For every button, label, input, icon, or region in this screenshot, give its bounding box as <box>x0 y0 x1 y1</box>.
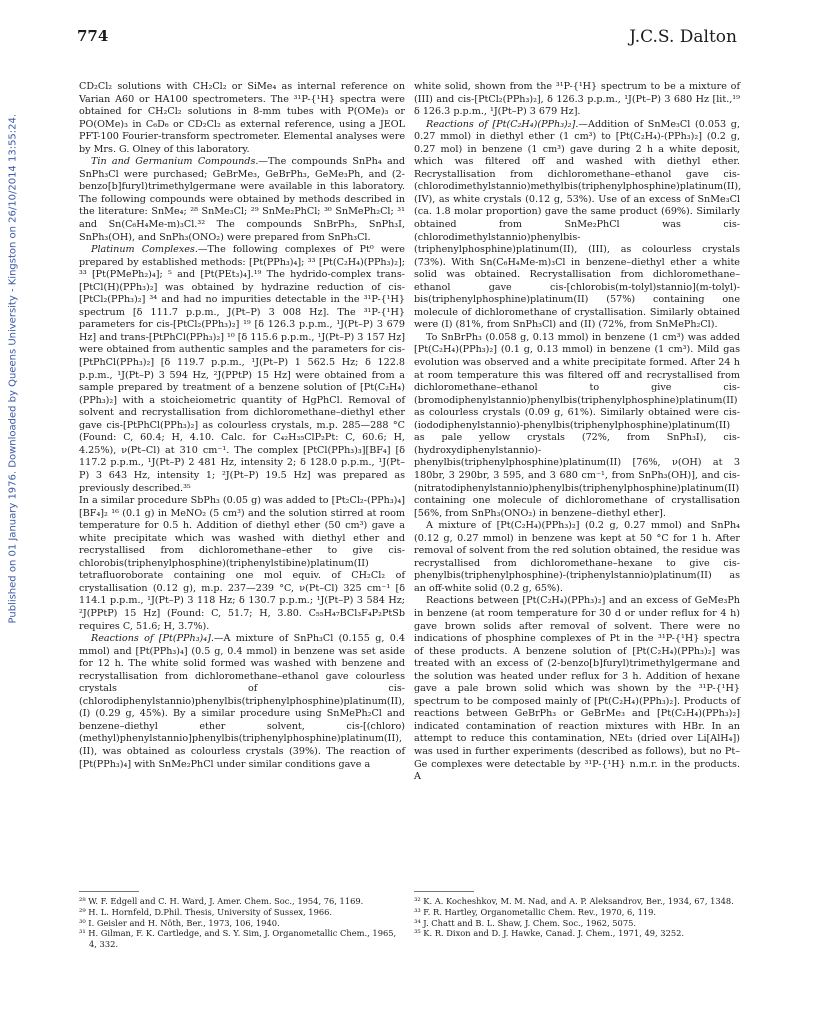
footnote: ³⁴ J. Chatt and B. L. Shaw, J. Chem. Soc., 1962, 5075. <box>414 917 637 928</box>
footnote: ³¹ H. Gilman, F. K. Cartledge, and S. Y. Sim, J. Organometallic Chem., 1965, 4, 332. <box>79 928 397 950</box>
paragraph-text: CD₂Cl₂ solutions with CH₂Cl₂ or SiMe₄ as internal reference on Varian A60 or HA100 spectrometers. The ³¹P-{¹H} spectra were obtained for CH₂Cl₂ solutions in 8-mm tubes with P(OMe)₃ or PO(OMe)₃ in C₆D₆ or CD₂Cl₂ as external reference, using a JEOL PFT-100 Fourier-transform spectrometer. Elemental analyses were by Mrs. G. Olney of this laboratory. <box>79 81 405 155</box>
paragraph-text: —Addition of SnMe₃Cl (0.053 g, 0.27 mmol) in diethyl ether (1 cm³) to [Pt(C₂H₄)-(PPh₃)₂] (0.2 g, 0.27 mol) in benzene (1 cm³) gave during 2 h a white deposit, which was filtered off and washed with diethyl ether. Recrystallisation from dichloromethane–ethanol gave cis-(chlorodimethylstannio)methylbis(triphenylphosphine)platinum(II), (IV), as white crystals (0.12 g, 53%). Use of an excess of SnMe₃Cl (ca. 1.8 molar proportion) gave the same product (69%). Similarly obtained from SnMe₂PhCl was cis-(chlorodimethylstannio)phenylbis-(triphenylphosphine)platinum(II), (III), as colourless crystals (73%). With Sn(C₆H₄Me-m)₃Cl in benzene–diethyl ether a white solid was obtained. Recrystallisation from dichloromethane–ethanol gave cis-[chlorobis(m-tolyl)stannio](m-tolyl)-bis(triphenylphosphine)platinum(II) (57%) containing one molecule of dichloromethane of crystallisation. Similarly obtained were (I) (81%, from SnPh₃Cl) and (II) (72%, from SnMePh₂Cl). <box>414 118 742 331</box>
footnotes-right <box>414 896 740 939</box>
right-column <box>414 81 740 784</box>
footnote: ³² K. A. Kocheshkov, M. M. Nad, and A. P. Aleksandrov, Ber., 1934, 67, 1348. <box>414 896 734 906</box>
paragraph-text: In a similar procedure SbPh₃ (0.05 g) was added to [Pt₂Cl₂-(PPh₃)₄][BF₄]₂ ¹⁶ (0.1 g) in MeNO₂ (5 cm³) and the solution stirred at room temperature for 0.5 h. Addition of diethyl ether (50 cm³) gave a white precipitate which was washed with diethyl ether and recrystallised from dichloromethane–ether to give cis-chlorobis(triphenylphosphine)(triphenylstibine)platinum(II) tetrafluoroborate containing one mol equiv. of CH₂Cl₂ of crystallisation (0.12 g), m.p. 237—239 °C, ν(Pt–Cl) 325 cm⁻¹ [δ 114.1 p.p.m., ¹J(Pt–P) 3 118 Hz; δ 130.7 p.p.m.; ¹J(Pt–P) 3 584 Hz; ²J(PPtP) 15 Hz] (Found: C, 51.7; H, 3.80. C₅₅H₄₇BCl₃F₄P₂PtSb requires C, 51.6; H, 3.7%). <box>79 495 405 632</box>
footnote: ²⁸ W. F. Edgell and C. H. Ward, J. Amer. Chem. Soc., 1954, 76, 1169. <box>79 896 364 906</box>
section-heading: Tin and Germanium Compounds. <box>91 156 259 168</box>
paragraph-text: Reactions between [Pt(C₂H₄)(PPh₃)₂] and an excess of GeMe₃Ph in benzene (at room temperature for 30 d or under reflux for 4 h) gave brown solids after removal of solvent. There were no indications of phosphine complexes of Pt in the ³¹P-{¹H} spectra of these products. A benzene solution of [Pt(C₂H₄)(PPh₃)₂] was treated with an excess of (2-benzo[b]furyl)trimethylgermane and the solution was heated under reflux for 3 h. Addition of hexane gave a pale brown solid which was shown by the ³¹P-{¹H} spectrum to be composed mainly of [Pt(C₂H₄)(PPh₃)₂]. Products of reactions between GeBrPh₃ or GeBrMe₃ and [Pt(C₂H₄)(PPh₃)₂] indicated contamination of reaction mixtures with HBr. In an attempt to reduce this contamination, NEt₃ (dried over Li[AlH₄]) was used in further experiments (described as follows), but no Pt–Ge complexes were detectable by ³¹P-{¹H} n.m.r. in the products. A <box>414 595 740 783</box>
paragraph <box>79 633 405 771</box>
paragraph-text: —The compounds SnPh₄ and SnPh₃Cl were purchased; GeBrMe₃, GeBrPh₃, GeMe₃Ph, and (2-benzo[b]furyl)trimethylgermane were available in this laboratory. The following compounds were obtained by methods described in the literature: SnMe₄; ²⁸ SnMe₃Cl; ²⁹ SnMe₂PhCl; ³⁰ SnMePh₂Cl; ³¹ and Sn(C₆H₄Me-m)₃Cl.³² The compounds SnBrPh₃, SnPh₃I, SnPh₃(OH), and SnPh₃(ONO₂) were prepared from SnPh₃Cl. <box>79 156 405 243</box>
paragraph <box>414 332 740 520</box>
paragraph <box>79 81 405 156</box>
publication-sidebar-text: Published on 01 January 1976. Downloaded by Queens University - Kingston on 26/10/2014 13:55:24. <box>7 113 19 624</box>
footnote: ²⁹ H. L. Hornfeld, D.Phil. Thesis, University of Sussex, 1966. <box>79 906 333 917</box>
paragraph-text: To SnBrPh₃ (0.058 g, 0.13 mmol) in benzene (1 cm³) was added [Pt(C₂H₄)(PPh₃)₂] (0.1 g, 0.13 mmol) in benzene (1 cm³). Mild gas evolution was observed and a white precipitate formed. After 24 h at room temperature this was filtered off and recrystallised from dichloromethane–ethanol to give cis-(bromodiphenylstannio)phenylbis(triphenylphosphine)platinum(II) as colourless crystals (0.09 g, 61%). Similarly obtained were cis-(iododiphenylstannio)-phenylbis(triphenylphosphine)platinum(II) as pale yellow crystals (72%, from SnPh₃I), cis-(hydroxydiphenylstannio)-phenylbis(triphenylphosphine)platinum(II) [76%, ν(OH) at 3 180br, 3 290br, 3 595, and 3 680 cm⁻¹, from SnPh₃(OH)], and cis-(nitratodiphenylstannio)phenylbis(triphenylphosphine)platinum(II) containing one molecule of dichloromethane of crystallisation [56%, from SnPh₃(ONO₂) in benzene–diethyl ether]. <box>414 331 740 519</box>
section-heading: Reactions of [Pt(PPh₃)₄]. <box>91 633 214 645</box>
left-column <box>79 81 405 771</box>
paragraph <box>414 520 740 595</box>
footnote: ³⁰ I. Geisler and H. Nöth, Ber., 1973, 106, 1940. <box>79 917 280 928</box>
paragraph <box>414 119 740 332</box>
footnote: ³⁵ K. R. Dixon and D. J. Hawke, Canad. J. Chem., 1971, 49, 3252. <box>414 928 685 939</box>
journal-title: J.C.S. Dalton <box>629 27 737 47</box>
paragraph-text: —The following complexes of Pt⁰ were prepared by established methods: [Pt(PPh₃)₄]; ³³ [Pt(C₂H₄)(PPh₃)₂]; ³³ [Pt(PMePh₂)₄]; ⁵ and [Pt(PEt₃)₄].¹⁹ The hydrido-complex trans-[PtCl(H)(PPh₃)₂] was obtained by hydrazine reduction of cis-[PtCl₂(PPh₃)₂] ³⁴ and had no impurities detectable in the ³¹P-{¹H} spectrum [δ 111.7 p.p.m., J(Pt–P) 3 008 Hz]. The ³¹P-{¹H} parameters for cis-[PtCl₂(PPh₃)₂] ¹⁹ [δ 126.3 p.p.m., ¹J(Pt–P) 3 679 Hz] and trans-[PtPhCl(PPh₃)₂] ¹⁰ [δ 115.6 p.p.m., ¹J(Pt–P) 3 157 Hz] were obtained from authentic samples and the parameters for cis-[PtPhCl(PPh₃)₂] [δ 119.7 p.p.m., ¹J(Pt–P) 1 562.5 Hz; δ 122.8 p.p.m., ¹J(Pt–P) 3 594 Hz, ²J(PPtP) 15 Hz] were obtained from a sample prepared by treatment of a benzene solution of [Pt(C₂H₄)(PPh₃)₂] with a stoicheiometric quantity of HgPhCl. Removal of solvent and recrystallisation from dichloromethane–diethyl ether gave cis-[PtPhCl(PPh₃)₂] as colourless crystals, m.p. 285—288 °C (Found: C, 60.4; H, 4.10. Calc. for C₄₂H₃₅ClP₂Pt: C, 60.6; H, 4.25%), ν(Pt–Cl) at 310 cm⁻¹. The complex [PtCl(PPh₃)₃][BF₄] [δ 117.2 p.p.m., ¹J(Pt–P) 2 481 Hz, intensity 2; δ 128.0 p.p.m., ¹J(Pt–P) 3 643 Hz, intensity 1; ²J(Pt–P) 19.5 Hz] was prepared as previously described.³⁵ <box>79 244 405 494</box>
paragraph <box>414 595 740 783</box>
footnote-rule <box>414 891 474 892</box>
publication-sidebar <box>6 113 20 625</box>
section-heading: Reactions of [Pt(C₂H₄)(PPh₃)₂]. <box>426 118 579 130</box>
footnote-rule <box>79 891 139 892</box>
paragraph <box>414 81 740 119</box>
paragraph <box>79 495 405 633</box>
paragraph <box>79 244 405 495</box>
paragraph <box>79 156 405 244</box>
paragraph-text: A mixture of [Pt(C₂H₄)(PPh₃)₂] (0.2 g, 0.27 mmol) and SnPh₄ (0.12 g, 0.27 mmol) in benzene was kept at 50 °C for 1 h. After removal of solvent from the red solution obtained, the residue was recrystallised from dichloromethane–hexane to give cis-phenylbis(triphenylphosphine)-(triphenylstannio)platinum(II) as an off-white solid (0.2 g, 65%). <box>414 520 740 594</box>
footnote: ³³ F. R. Hartley, Organometallic Chem. Rev., 1970, 6, 119. <box>414 906 657 917</box>
paragraph-text: white solid, shown from the ³¹P-{¹H} spectrum to be a mixture of (III) and cis-[PtCl₂(PPh₃)₂], δ 126.3 p.p.m., ¹J(Pt–P) 3 680 Hz [lit.,¹⁹ δ 126.3 p.p.m., ¹J(Pt–P) 3 679 Hz]. <box>414 81 740 118</box>
page-number: 774 <box>77 27 109 45</box>
section-heading: Platinum Complexes. <box>91 244 198 256</box>
paragraph-text: —A mixture of SnPh₃Cl (0.155 g, 0.4 mmol) and [Pt(PPh₃)₄] (0.5 g, 0.4 mmol) in benzene was set aside for 12 h. The white solid formed was washed with benzene and recrystallisation from dichloromethane–ethanol gave colourless crystals of cis-(chlorodiphenylstannio)phenylbis(triphenylphosphine)platinum(II), (I) (0.29 g, 45%). By a similar procedure using SnMePh₂Cl and benzene–diethyl ether solvent, cis-[(chloro)(methyl)phenylstannio]phenylbis(triphenylphosphine)platinum(II), (II), was obtained as colourless crystals (39%). The reaction of [Pt(PPh₃)₄] with SnMe₂PhCl under similar conditions gave a <box>79 633 405 770</box>
footnotes-left <box>79 896 405 950</box>
